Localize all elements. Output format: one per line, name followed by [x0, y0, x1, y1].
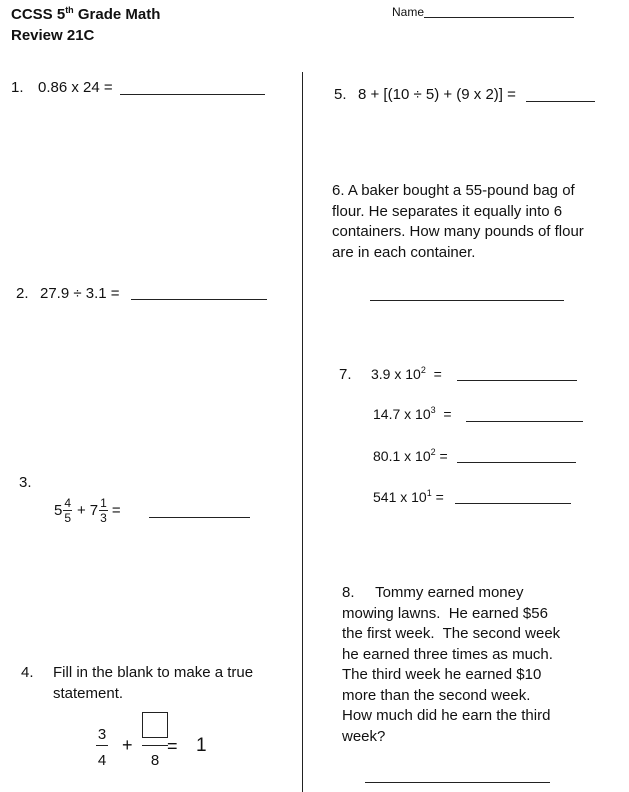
- q7-item-4: 541 x $10^1$ =: [373, 488, 444, 505]
- q2-answer-line[interactable]: [131, 299, 267, 300]
- q3-denominator-1: 5: [64, 511, 72, 525]
- q4-equals: =: [167, 736, 178, 756]
- q4-number: 4.: [21, 664, 34, 681]
- name-label: Name: [392, 5, 425, 19]
- q5-number: 5.: [334, 86, 347, 103]
- q3-expression: [54, 497, 121, 524]
- q3-numerator-2: 1: [100, 496, 107, 510]
- q7-answer-line-2[interactable]: [466, 421, 583, 422]
- q8-line: more than the second week.: [342, 686, 531, 704]
- q4-fraction-bar-1: [96, 745, 108, 746]
- q8-line: mowing lawns. He earned $56: [342, 604, 548, 622]
- q1-expression: 0.86 x 24 =: [38, 79, 113, 96]
- q7-item-2: 14.7 x $10^3$ =: [373, 405, 452, 422]
- column-divider: [302, 72, 303, 792]
- q6-line: are in each container.: [332, 243, 476, 261]
- q5-expression: 8 + [(10 ÷ 5) + (9 x 2)] =: [358, 86, 516, 103]
- q7-item-1: 3.9 x $10^2$ =: [371, 365, 442, 382]
- q7-answer-line-1[interactable]: [457, 380, 577, 381]
- q6-line: containers. How many pounds of flour: [332, 223, 584, 240]
- q3-answer-line[interactable]: [149, 517, 250, 518]
- q3-equals: =: [111, 502, 121, 519]
- q7-number: 7.: [339, 366, 352, 383]
- q2-number: 2.: [16, 285, 29, 302]
- q3-fraction-2: [99, 497, 108, 524]
- q8-word-problem: [342, 583, 624, 747]
- worksheet-title: CCSS 5th Grade Math: [11, 5, 161, 23]
- q4-result: 1: [196, 735, 207, 756]
- q4-denominator-1: 4: [97, 752, 107, 769]
- q4-fraction-bar-2: [142, 745, 168, 746]
- worksheet-subtitle: Review 21C: [11, 27, 95, 44]
- q8-line: he earned three times as much.: [342, 645, 553, 663]
- q8-line: the first week. The second week: [342, 625, 561, 642]
- name-answer-line[interactable]: [424, 17, 574, 18]
- q3-whole-1: 5: [54, 502, 63, 519]
- q6-answer-line[interactable]: [370, 300, 564, 301]
- q7-item-3: 80.1 x $10^2$ =: [373, 447, 448, 464]
- q3-fraction-1: [63, 497, 72, 524]
- q2-expression: 27.9 ÷ 3.1 =: [40, 285, 120, 302]
- q4-blank-box[interactable]: [142, 712, 168, 738]
- q8-line: 8. Tommy earned money: [342, 584, 524, 601]
- q7-answer-line-3[interactable]: [457, 462, 576, 463]
- q6-word-problem: [332, 181, 622, 263]
- q4-text-line-1: Fill in the blank to make a true: [53, 664, 254, 681]
- q8-line: How much did he earn the third: [342, 707, 551, 724]
- q8-answer-line[interactable]: [365, 782, 550, 783]
- q3-plus: +: [77, 502, 86, 519]
- q3-numerator-1: 4: [64, 496, 72, 510]
- q4-denominator-2: 8: [150, 752, 160, 769]
- q1-answer-line[interactable]: [120, 94, 265, 95]
- q8-line: The third week he earned $10: [342, 666, 542, 683]
- q3-number: 3.: [19, 474, 32, 491]
- q4-numerator-1: 3: [97, 726, 107, 743]
- q7-answer-line-4[interactable]: [455, 503, 571, 504]
- q5-answer-line[interactable]: [526, 101, 595, 102]
- q6-line: flour. He separates it equally into 6: [332, 202, 563, 220]
- q1-number: 1.: [11, 79, 24, 96]
- q3-whole-2: 7: [89, 502, 99, 519]
- q8-line: week?: [342, 727, 386, 745]
- q6-line: 6. A baker bought a 55-pound bag of: [332, 182, 575, 199]
- q3-denominator-2: 3: [100, 511, 107, 525]
- q4-text-line-2: statement.: [53, 685, 124, 702]
- q4-plus: +: [122, 735, 133, 755]
